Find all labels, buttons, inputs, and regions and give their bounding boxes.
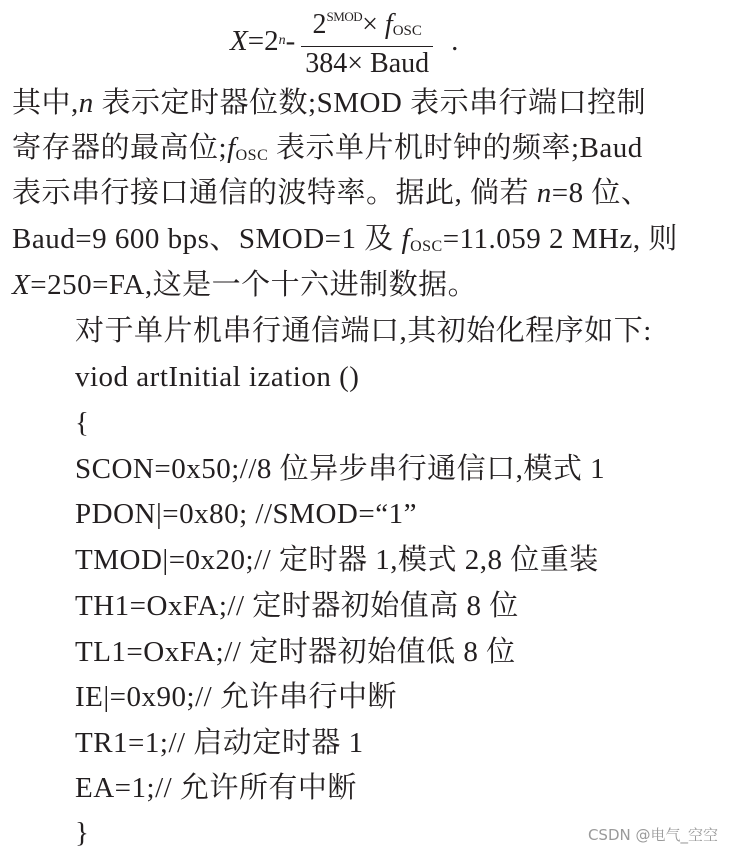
csdn-watermark: CSDN @电气_空空 bbox=[587, 826, 718, 844]
formula-period: . bbox=[451, 24, 459, 57]
code-line-ea: EA=1;// 允许所有中断 bbox=[75, 772, 357, 804]
code-close-brace: } bbox=[75, 817, 90, 849]
code-intro: 对于单片机串行通信端口,其初始化程序如下: bbox=[75, 315, 652, 347]
code-line-th1: TH1=OxFA;// 定时器初始值高 8 位 bbox=[75, 590, 519, 622]
code-line-ie: IE|=0x90;// 允许串行中断 bbox=[75, 681, 397, 713]
code-line-scon: SCON=0x50;//8 位异步串行通信口,模式 1 bbox=[75, 453, 606, 485]
paragraph-line-2: 寄存器的最高位$;f_{OSC}$ 表示单片机时钟的频率;Baud bbox=[12, 132, 643, 164]
formula-fraction bbox=[301, 2, 433, 81]
paragraph-line-1: 其中,n 表示定时器位数;SMOD 表示串行端口控制 bbox=[12, 87, 647, 119]
formula-exponent-n: n bbox=[278, 33, 286, 48]
formula-numerator: $2^{SMOD}\times f_{OSC}$ bbox=[312, 8, 422, 40]
paragraph-line-5: X=250=FA,这是一个十六进制数据。 bbox=[12, 269, 478, 301]
code-line-tr1: TR1=1;// 启动定时器 1 bbox=[75, 727, 364, 759]
formula-lhs: X bbox=[230, 24, 248, 57]
formula-minus: - bbox=[285, 24, 296, 57]
code-line-tmod: TMOD|=0x20;// 定时器 1,模式 2,8 位重装 bbox=[75, 544, 599, 576]
baud-formula bbox=[230, 6, 459, 79]
formula-eq: =2 bbox=[247, 24, 279, 57]
code-line-tl1: TL1=OxFA;// 定时器初始值低 8 位 bbox=[75, 636, 516, 668]
paragraph-line-3: 表示串行接口通信的波特率。据此, 倘若 n=8 位、 bbox=[12, 177, 651, 209]
code-line-pdon: PDON|=0x80; //SMOD=“1” bbox=[75, 498, 417, 530]
code-open-brace: { bbox=[75, 407, 90, 439]
formula-denominator: 384× Baud bbox=[305, 47, 430, 79]
paragraph-line-4: Baud=9 600 bps、SMOD=1 及 $f_{OSC}=11.059$ 2 MHz, 则 bbox=[12, 223, 678, 255]
code-function-signature: viod artInitial ization () bbox=[75, 361, 360, 393]
